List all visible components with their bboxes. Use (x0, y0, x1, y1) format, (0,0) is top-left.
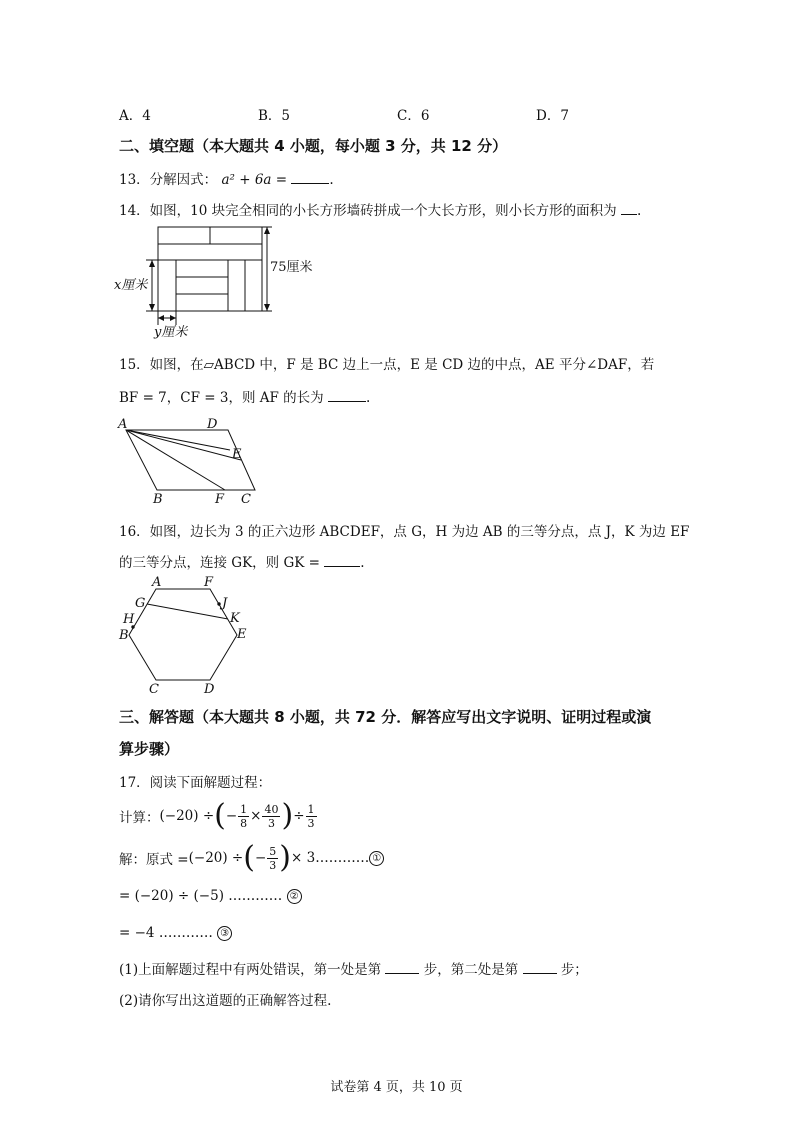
q16-label-K: K (230, 611, 240, 626)
q17-step-3-mark: ③ (217, 926, 232, 941)
q17-calc-f1-den: 8 (240, 816, 248, 830)
q17-calc-term1: (−20) ÷ (159, 808, 215, 824)
q17-intro: 17．阅读下面解题过程： (119, 775, 272, 791)
question-14: 14．如图，10 块完全相同的小长方形墙砖拼成一个大长方形，则小长方形的面积为 . (119, 203, 642, 219)
q17-calc-minus: − (225, 808, 238, 824)
option-c: C．6 (397, 108, 430, 124)
q17-calc-f2-num: 40 (264, 802, 279, 816)
q16-label-A: A (152, 575, 162, 590)
q17-part-2: (2)请你写出这道题的正确解答过程. (119, 993, 332, 1009)
q15-line-2-text: BF = 7，CF = 3，则 AF 的长为 (119, 390, 324, 406)
q17-part-1-c: 步； (560, 962, 588, 978)
q16-line-2-text: 的三等分点，连接 GK，则 GK = (119, 555, 320, 571)
q17-sol-f-num: 5 (269, 844, 277, 858)
q14-text: 14．如图，10 块完全相同的小长方形墙砖拼成一个大长方形，则小长方形的面积为 (119, 203, 617, 219)
q17-step-1-mark: ① (369, 851, 384, 866)
q17-calc (119, 796, 318, 836)
q15-label-C: C (241, 492, 251, 505)
q15-label-A: A (118, 417, 128, 432)
q16-label-F: F (204, 575, 214, 590)
q16-line-2: 的三等分点，连接 GK，则 GK = . (119, 555, 365, 571)
q14-figure (110, 222, 330, 342)
q16-label-E: E (237, 627, 247, 642)
q15-label-F: F (215, 492, 225, 505)
q16-label-D: D (204, 682, 215, 696)
q17-step-2 (119, 888, 302, 904)
q16-label-J: J (222, 596, 228, 611)
q17-sol-rest: × 3 (291, 850, 316, 866)
q16-figure (110, 572, 260, 696)
q17-step-3 (119, 925, 232, 941)
q17-calc-div: ÷ (293, 808, 305, 824)
question-13: 13．分解因式： a² + 6a = . (119, 172, 334, 188)
q13-answer-blank (291, 183, 329, 184)
q17-sol-minus: − (254, 850, 267, 866)
q17-sol-right-paren: ) (279, 840, 291, 875)
q17-calc-fraction-2 (262, 803, 280, 830)
option-d: D．7 (536, 108, 569, 124)
q16-label-G: G (135, 596, 146, 611)
q17-calc-f2-den: 3 (267, 816, 275, 830)
q13-prefix: 13．分解因式： (119, 172, 218, 188)
q17-part-1-blank-1 (385, 973, 419, 974)
section-3-title-line-1: 三、解答题（本大题共 8 小题，共 72 分．解答应写出文字说明、证明过程或演 (119, 708, 652, 726)
q17-step-2-mark: ② (287, 889, 302, 904)
q17-sol-left-paren: ( (243, 840, 255, 875)
q15-line-1: 15．如图，在▱ABCD 中，F 是 BC 边上一点，E 是 CD 边的中点，AE 平分∠DAF，若 (119, 357, 655, 373)
q17-sol-term1: (−20) ÷ (188, 850, 244, 866)
q17-calc-times: × (250, 808, 262, 824)
q15-line-2: BF = 7，CF = 3，则 AF 的长为 . (119, 390, 371, 406)
q14-answer-blank (621, 214, 637, 215)
q17-part-1-a: (1)上面解题过程中有两处错误，第一处是第 (119, 962, 382, 978)
q16-label-B: B (119, 628, 129, 643)
option-b: B．5 (258, 108, 291, 124)
q17-calc-label: 计算： (119, 810, 160, 826)
q17-calc-f3-den: 3 (307, 816, 315, 830)
q14-y-label: y厘米 (154, 325, 188, 340)
option-a: A．4 (119, 108, 151, 124)
section-2-title: 二、填空题（本大题共 4 小题，每小题 3 分，共 12 分） (119, 137, 508, 155)
q15-figure (110, 413, 270, 505)
q17-sol-dots: ………… (315, 850, 370, 866)
q17-part-1-blank-2 (523, 973, 557, 974)
q15-label-B: B (153, 492, 163, 505)
q15-label-E: E (232, 447, 242, 462)
q17-part-1 (119, 958, 588, 978)
q17-calc-fraction-3 (306, 803, 317, 830)
q16-label-C: C (149, 682, 159, 696)
page-footer: 试卷第 4 页，共 10 页 (330, 1080, 463, 1095)
q17-calc-fraction-1 (238, 803, 249, 830)
q15-answer-blank (328, 401, 366, 402)
q17-step-2-dots: ………… (228, 888, 283, 904)
q16-line-1: 16．如图，边长为 3 的正六边形 ABCDEF，点 G，H 为边 AB 的三等分点，点 J，K 为边 EF (119, 524, 690, 540)
q17-sol-f-den: 3 (269, 858, 277, 872)
q17-step-3-dots: ………… (158, 925, 213, 941)
q15-label-D: D (207, 417, 218, 432)
q17-part-1-b: 步，第二处是第 (423, 962, 519, 978)
q16-answer-blank (324, 566, 360, 567)
q17-step-2-expr: = (−20) ÷ (−5) (119, 888, 224, 904)
q17-calc-left-paren: ( (214, 798, 226, 833)
q14-x-label: x厘米 (114, 278, 148, 293)
q17-sol-fraction (267, 845, 278, 872)
q17-calc-right-paren: ) (281, 798, 294, 833)
q17-sol-label: 解：原式 = (119, 852, 189, 868)
q17-solution (119, 838, 384, 878)
q13-expression: a² + 6a = (221, 172, 288, 188)
q17-calc-f3-num: 1 (307, 802, 315, 816)
q17-step-3-expr: = −4 (119, 925, 155, 941)
q17-calc-f1-num: 1 (240, 802, 248, 816)
q16-label-H: H (123, 612, 135, 627)
q14-height-label: 75厘米 (270, 260, 313, 275)
section-3-title-line-2: 算步骤） (119, 740, 180, 758)
